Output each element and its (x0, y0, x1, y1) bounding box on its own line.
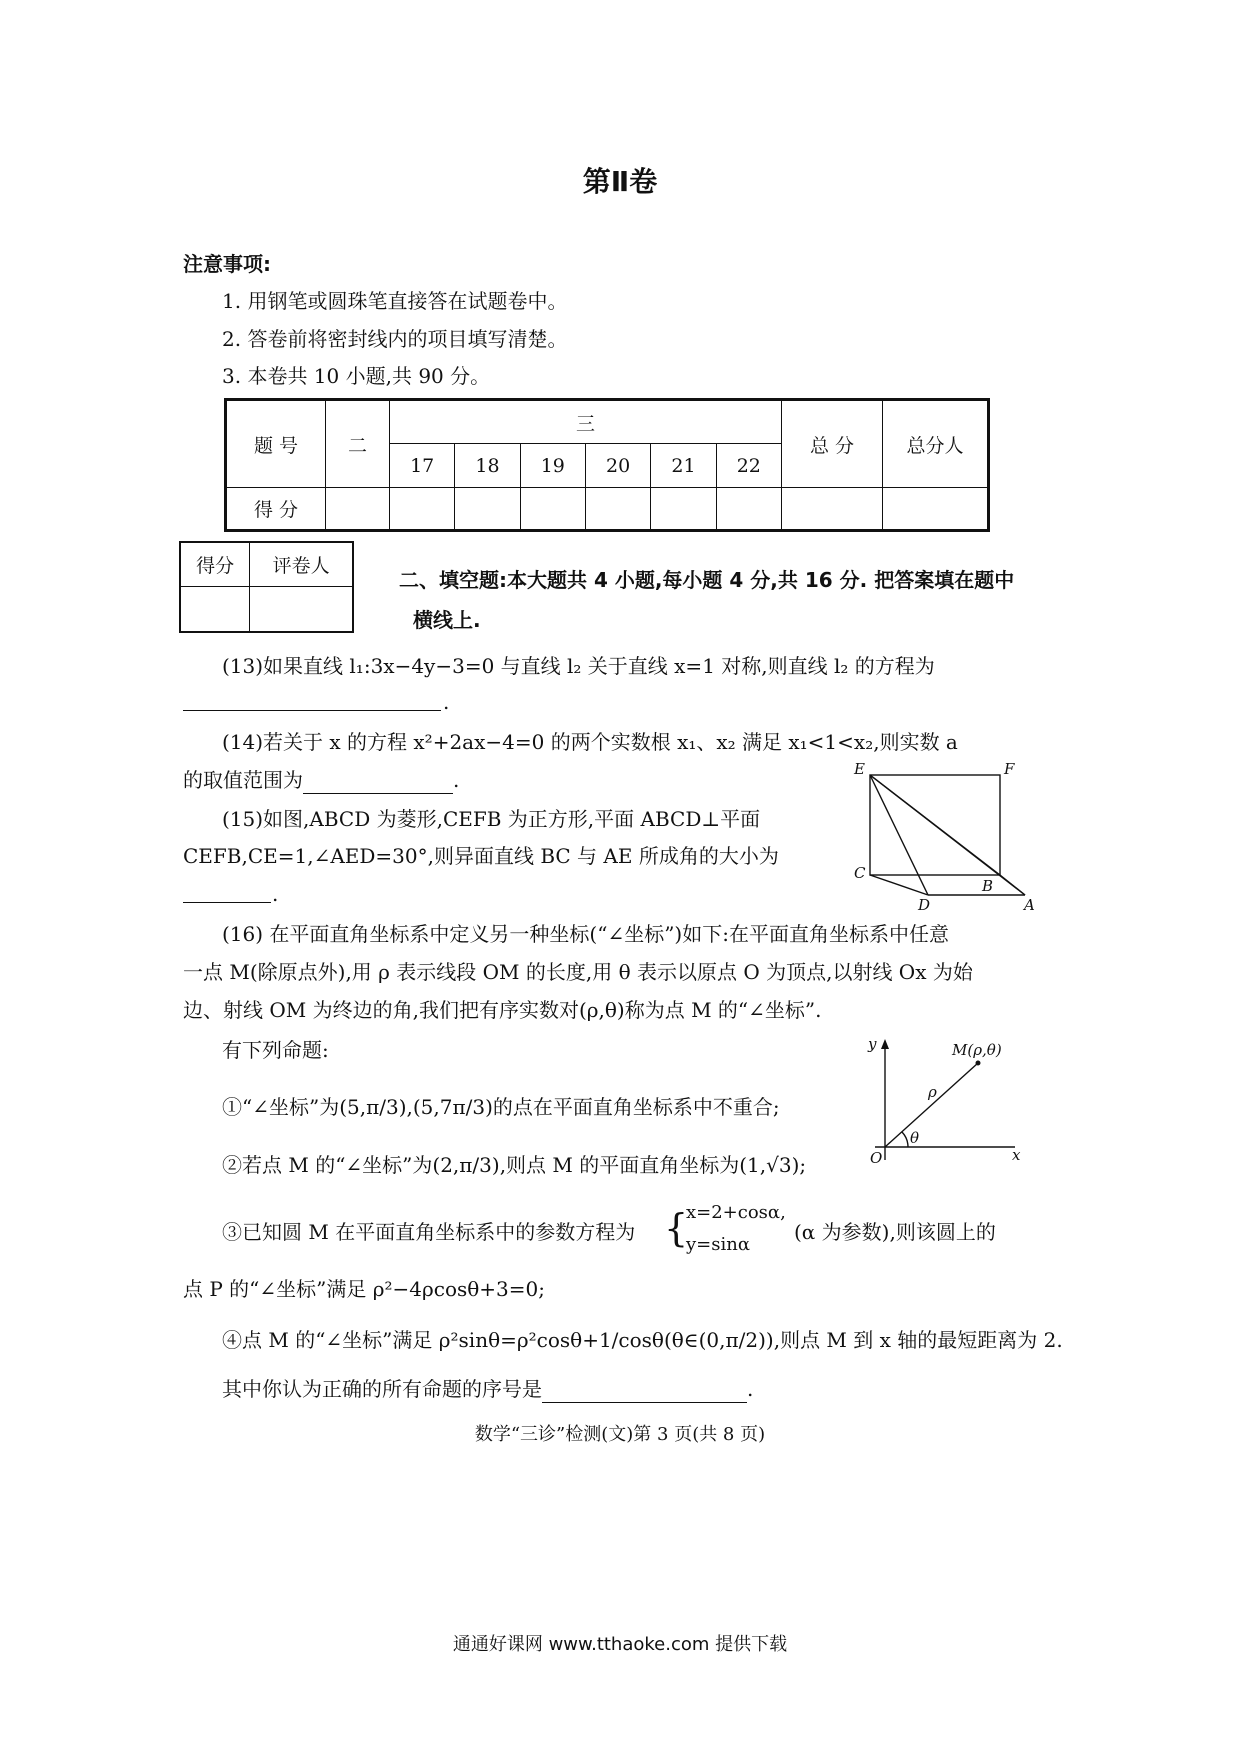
q15-line2: CEFB,CE=1,∠AED=30°,则异面直线 BC 与 AE 所成角的大小为 (183, 844, 779, 868)
col-total: 总 分 (782, 400, 883, 488)
notice-item: 2. 答卷前将密封线内的项目填写清楚。 (222, 327, 568, 351)
col-section-2: 二 (326, 400, 390, 488)
x-axis-label: x (1012, 1146, 1021, 1164)
q16-line4: 有下列命题: (222, 1038, 329, 1062)
q16-answer-line: 其中你认为正确的所有命题的序号是 . (222, 1377, 754, 1401)
row-label-number: 题 号 (226, 400, 326, 488)
col-q20: 20 (585, 444, 650, 488)
score-cell (651, 488, 716, 531)
q14-line2-text: 的取值范围为 (183, 768, 303, 792)
segment-om (885, 1063, 978, 1147)
score-cell (585, 488, 650, 531)
theta-label: θ (910, 1129, 920, 1147)
notice-item: 3. 本卷共 10 小题,共 90 分。 (222, 364, 491, 388)
q14-line2: 的取值范围为 . (183, 768, 460, 792)
label-b: B (982, 877, 994, 895)
section-2-heading (399, 560, 1039, 640)
col-q21: 21 (651, 444, 716, 488)
row-label-score: 得 分 (226, 488, 326, 531)
page-title: 第Ⅱ卷 (582, 165, 658, 198)
col-section-3: 三 (390, 400, 782, 444)
q16-line3: 边、射线 OM 为终边的角,我们把有序实数对(ρ,θ)称为点 M 的“∠坐标”. (183, 998, 822, 1022)
score-cell (520, 488, 585, 531)
grader-table (179, 541, 354, 633)
theta-arc (902, 1132, 908, 1147)
q15-period: . (272, 882, 279, 906)
q16-line1: (16) 在平面直角坐标系中定义另一种坐标(“∠坐标”)如下:在平面直角坐标系中任意 (222, 922, 949, 946)
q16-proposition-2: ②若点 M 的“∠坐标”为(2,π/3),则点 M 的平面直角坐标为(1,√3); (222, 1153, 807, 1177)
col-q18: 18 (455, 444, 520, 488)
q16-proposition-4: ④点 M 的“∠坐标”满足 ρ²sinθ=ρ²cosθ+1/cosθ(θ∈(0,π/2)),则点 M 到 x 轴的最短距离为 2. (222, 1328, 1063, 1352)
section-2-line1: 二、填空题:本大题共 4 小题,每小题 4 分,共 16 分. 把答案填在题中 (399, 568, 1015, 592)
col-total-person: 总分人 (883, 400, 989, 488)
label-e: E (854, 760, 865, 778)
grader-score-label: 得分 (180, 542, 250, 586)
score-cell (782, 488, 883, 531)
score-cell (883, 488, 989, 531)
q14-line1: (14)若关于 x 的方程 x²+2ax−4=0 的两个实数根 x₁、x₂ 满足 x₁<1<x₂,则实数 a (222, 730, 958, 754)
q13-period: . (443, 690, 450, 714)
q16-figure (850, 1035, 1030, 1170)
score-cell (390, 488, 455, 531)
grader-name-label: 评卷人 (250, 542, 353, 586)
label-c: C (854, 864, 866, 882)
label-a: A (1024, 896, 1035, 910)
notice-item: 1. 用钢笔或圆珠笔直接答在试题卷中。 (222, 289, 568, 313)
score-table (224, 398, 990, 532)
page-footer: 数学“三诊”检测(文)第 3 页(共 8 页) (474, 1424, 766, 1445)
label-d: D (918, 896, 931, 910)
notice-heading: 注意事项: (183, 252, 271, 276)
q15-answer-blank (183, 880, 271, 903)
q15-line1: (15)如图,ABCD 为菱形,CEFB 为正方形,平面 ABCD⊥平面 (222, 807, 761, 831)
point-m (976, 1061, 981, 1066)
q16-line2: 一点 M(除原点外),用 ρ 表示线段 OM 的长度,用 θ 表示以原点 O 为顶点,以射线 Ox 为始 (183, 960, 973, 984)
label-f: F (1004, 760, 1015, 778)
grader-score-cell (180, 586, 250, 632)
score-cell (716, 488, 781, 531)
q16-proposition-1: ①“∠坐标”为(5,π/3),(5,7π/3)的点在平面直角坐标系中不重合; (222, 1095, 780, 1119)
score-cell (326, 488, 390, 531)
y-axis-label: y (868, 1035, 877, 1053)
brace-icon: { (664, 1206, 689, 1250)
q16-answer-prompt: 其中你认为正确的所有命题的序号是 (222, 1377, 542, 1401)
q15-figure (840, 760, 1040, 910)
q16-proposition-3c: 点 P 的“∠坐标”满足 ρ²−4ρcosθ+3=0; (183, 1277, 546, 1301)
y-axis-arrow (881, 1039, 889, 1049)
param-eq-x: x=2+cosα, (686, 1202, 786, 1223)
score-cell (455, 488, 520, 531)
q16-answer-blank (542, 1382, 747, 1403)
param-eq-y: y=sinα (686, 1234, 750, 1255)
grader-name-cell (250, 586, 353, 632)
q13-text: (13)如果直线 l₁:3x−4y−3=0 与直线 l₂ 关于直线 x=1 对称,则直线 l₂ 的方程为 (222, 654, 935, 678)
col-q19: 19 (520, 444, 585, 488)
segment-eb (870, 775, 1000, 875)
origin-label: O (870, 1149, 883, 1167)
q16-proposition-3b: (α 为参数),则该圆上的 (794, 1220, 996, 1244)
q16-proposition-3a: ③已知圆 M 在平面直角坐标系中的参数方程为 (222, 1220, 636, 1244)
q14-answer-blank (303, 773, 453, 794)
section-2-line2: 横线上. (413, 608, 481, 632)
col-q17: 17 (390, 444, 455, 488)
site-watermark: 通通好课网 www.tthaoke.com 提供下载 (452, 1634, 788, 1655)
segment-ed (870, 775, 928, 895)
q13-answer-blank (183, 688, 441, 711)
col-q22: 22 (716, 444, 781, 488)
rho-label: ρ (928, 1083, 937, 1101)
point-m-label: M(ρ,θ) (952, 1041, 1002, 1059)
